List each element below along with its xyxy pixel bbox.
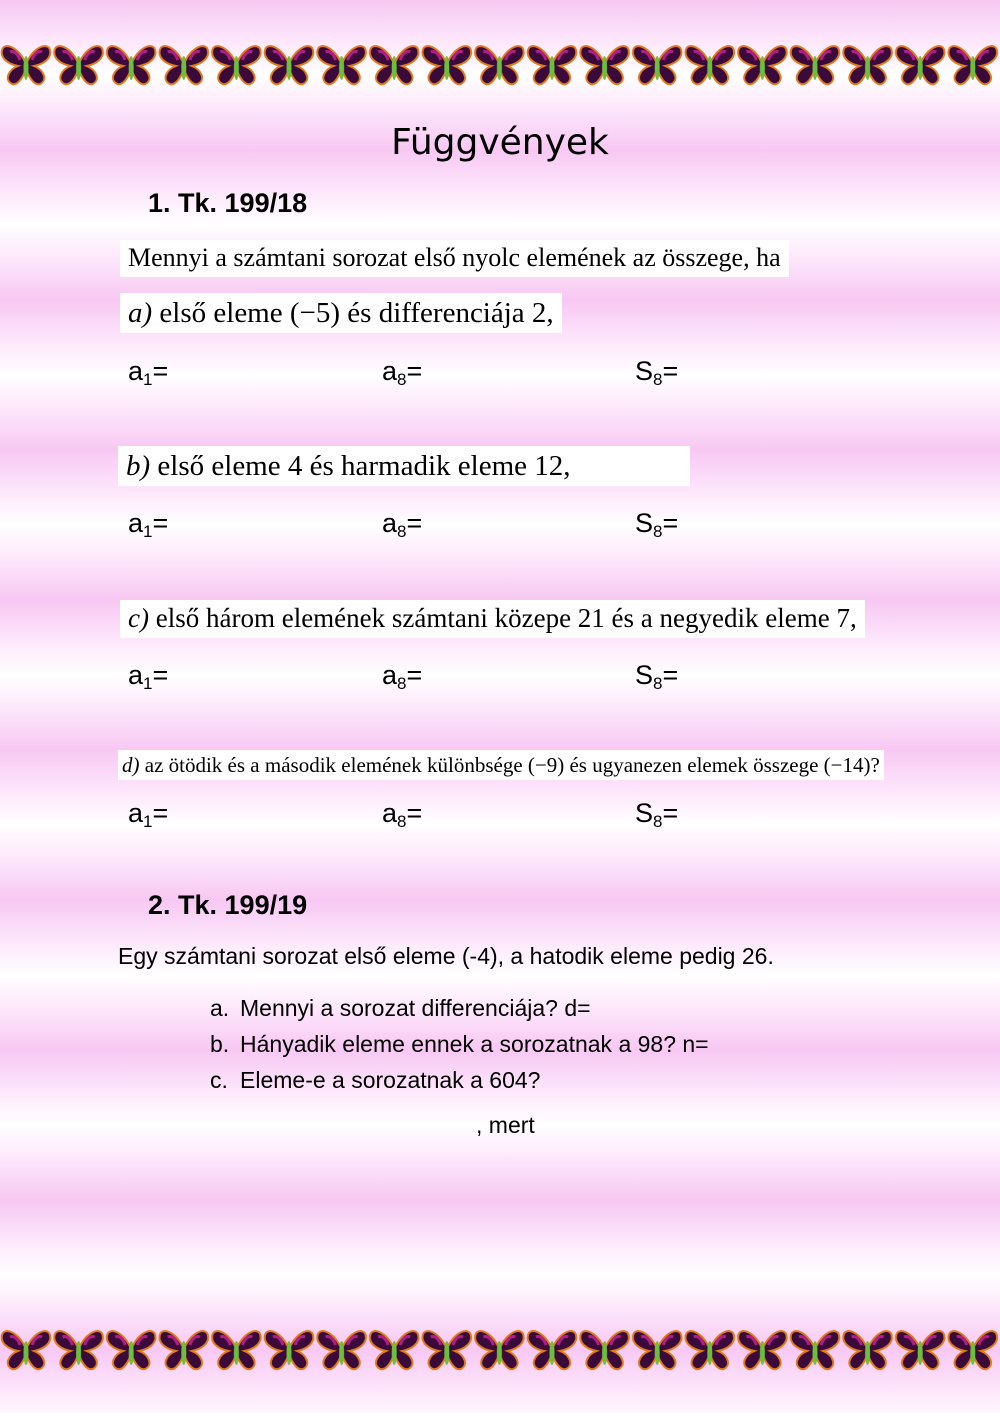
task2-questions (210, 990, 709, 1098)
part-mark: a) (128, 297, 153, 329)
s8-label: $S_8=$ (635, 508, 679, 541)
task1-part-c (120, 600, 865, 638)
butterfly-border-bottom (0, 1325, 1000, 1373)
part-mark: b) (126, 450, 151, 482)
part-text: első eleme 4 és harmadik eleme 12, (157, 450, 571, 482)
answers-row-b (128, 508, 908, 548)
butterfly-border-top (0, 40, 1000, 88)
part-text: első eleme (−5) és differenciája 2, (159, 297, 554, 329)
task2-text: Egy számtani sorozat első eleme (-4), a hatodik eleme pedig 26. (118, 943, 774, 969)
s8-label: $S_8=$ (635, 356, 679, 389)
task1-intro: Mennyi a számtani sorozat első nyolc elemének az összege, ha (120, 240, 789, 277)
part-text: első három elemének számtani közepe 21 és a negyedik eleme 7, (155, 603, 857, 633)
a8-label: $a_8=$ (382, 356, 423, 389)
task2-heading: 2. Tk. 199/19 (148, 890, 308, 920)
task1-part-b (118, 446, 690, 486)
list-item: a. Mennyi a sorozat differenciája? d= (210, 995, 591, 1021)
part-text: az ötödik és a második elemének különbsége (−9) és ugyanezen elemek összege (−14)? (144, 753, 880, 777)
list-item: c. Eleme-e a sorozatnak a 604? (210, 1067, 541, 1093)
task1-part-d (118, 750, 884, 780)
a1-label: $a_1=$ (128, 798, 169, 831)
s8-label: $S_8=$ (635, 660, 679, 693)
answers-row-d (128, 798, 908, 838)
task2-reason: , mert (476, 1112, 535, 1138)
a1-label: $a_1=$ (128, 356, 169, 389)
task1-part-a (120, 293, 562, 333)
a8-label: $a_8=$ (382, 508, 423, 541)
list-item: b. Hányadik eleme ennek a sorozatnak a 98? n= (210, 1031, 709, 1057)
page-title: Függvények (391, 122, 609, 163)
a1-label: $a_1=$ (128, 508, 169, 541)
a8-label: $a_8=$ (382, 798, 423, 831)
answers-row-c (128, 660, 908, 700)
part-mark: d) (122, 753, 140, 777)
task1-heading: 1. Tk. 199/18 (148, 188, 308, 218)
answers-row-a (128, 356, 908, 396)
part-mark: c) (128, 603, 149, 633)
a1-label: $a_1=$ (128, 660, 169, 693)
a8-label: $a_8=$ (382, 660, 423, 693)
s8-label: $S_8=$ (635, 798, 679, 831)
